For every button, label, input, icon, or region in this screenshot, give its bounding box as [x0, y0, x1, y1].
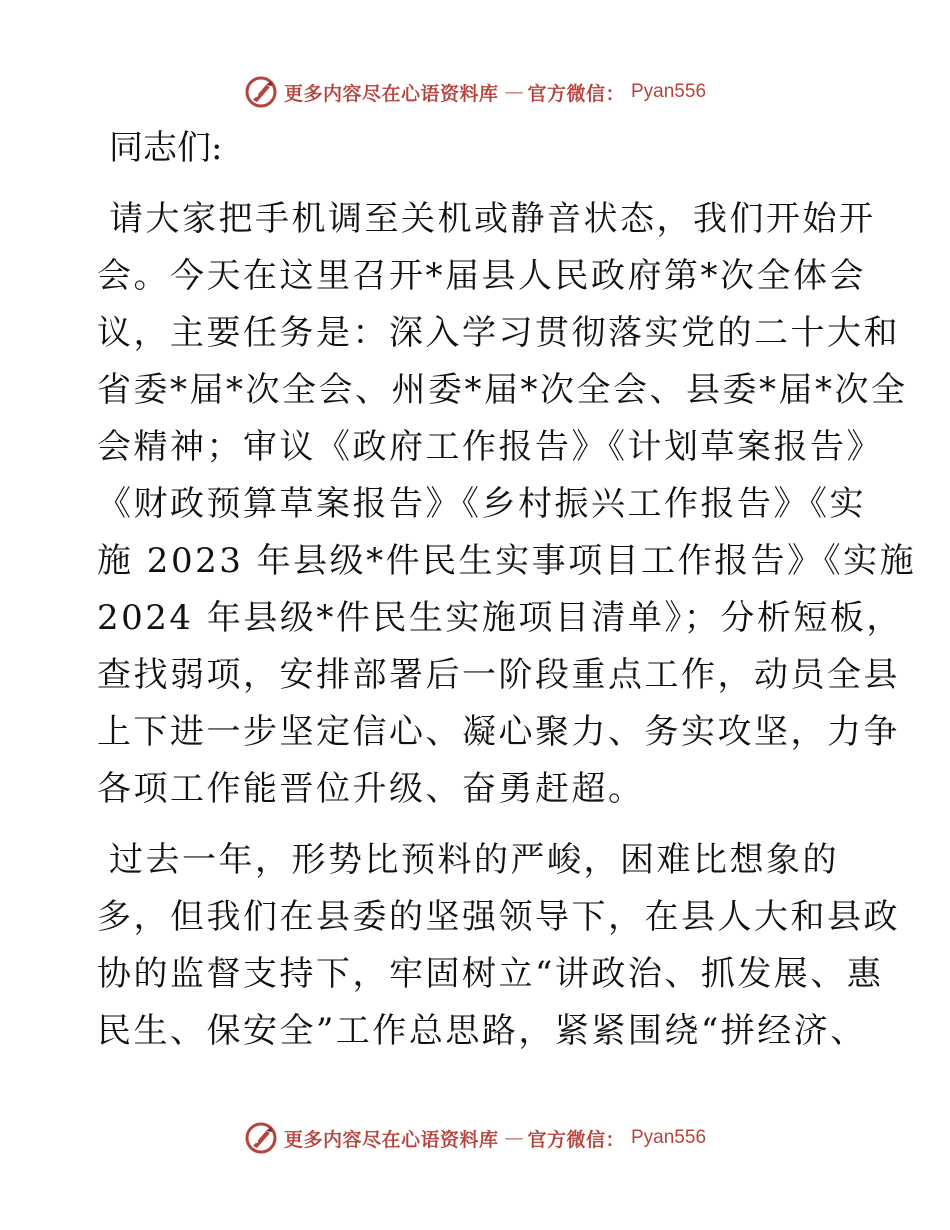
text-line: 协的监督支持下，牢固树立“讲政治、抓发展、惠: [97, 954, 884, 994]
document-body: [97, 120, 917, 1074]
text-line: 施 2023 年县级*件民生实事项目工作报告》《实施: [97, 541, 917, 581]
text-line: 民生、保安全”工作总思路，紧紧围绕“拼经济、: [97, 1011, 867, 1051]
text-line: 过去一年，形势比预料的严峻，困难比想象的: [109, 840, 839, 880]
text-line: 查找弱项，安排部署后一阶段重点工作，动员全县: [97, 655, 900, 695]
header-watermark: [0, 72, 950, 112]
watermark-official-label: 官方微信：: [527, 82, 625, 105]
watermark-dash: —: [504, 1127, 522, 1149]
text-line: 议，主要任务是：深入学习贯彻落实党的二十大和: [97, 313, 900, 353]
text-line: 会。今天在这里召开*届县人民政府第*次全体会: [97, 256, 866, 296]
quill-pen-logo-icon: [244, 1121, 278, 1155]
quill-pen-logo-icon: [244, 75, 278, 109]
text-line: 上下进一步坚定信心、凝心聚力、务实攻坚，力争: [97, 712, 900, 752]
salutation: 同志们:: [109, 128, 223, 168]
watermark-account: Pyan556: [631, 81, 707, 102]
watermark-brand-text: 更多内容尽在心语资料库: [283, 1128, 499, 1151]
text-line: 《财政预算草案报告》《乡村振兴工作报告》《实: [97, 484, 866, 524]
paragraph-1: [97, 191, 917, 818]
text-line: 多，但我们在县委的坚强领导下，在县人大和县政: [97, 897, 900, 937]
text-line: 请大家把手机调至关机或静音状态，我们开始开: [109, 199, 876, 239]
footer-watermark: [0, 1118, 950, 1158]
paragraph-2: [97, 832, 900, 1060]
watermark-official-label: 官方微信：: [527, 1128, 625, 1151]
watermark-brand-text: 更多内容尽在心语资料库: [283, 82, 499, 105]
watermark-account: Pyan556: [631, 1127, 707, 1148]
text-line: 会精神；审议《政府工作报告》《计划草案报告》: [97, 427, 883, 467]
text-line: 省委*届*次全会、州委*届*次全会、县委*届*次全: [97, 370, 908, 410]
text-line: 各项工作能晋位升级、奋勇赶超。: [97, 769, 645, 809]
watermark-dash: —: [504, 81, 522, 103]
text-line: 2024 年县级*件民生实施项目清单》；分析短板，: [97, 598, 903, 638]
